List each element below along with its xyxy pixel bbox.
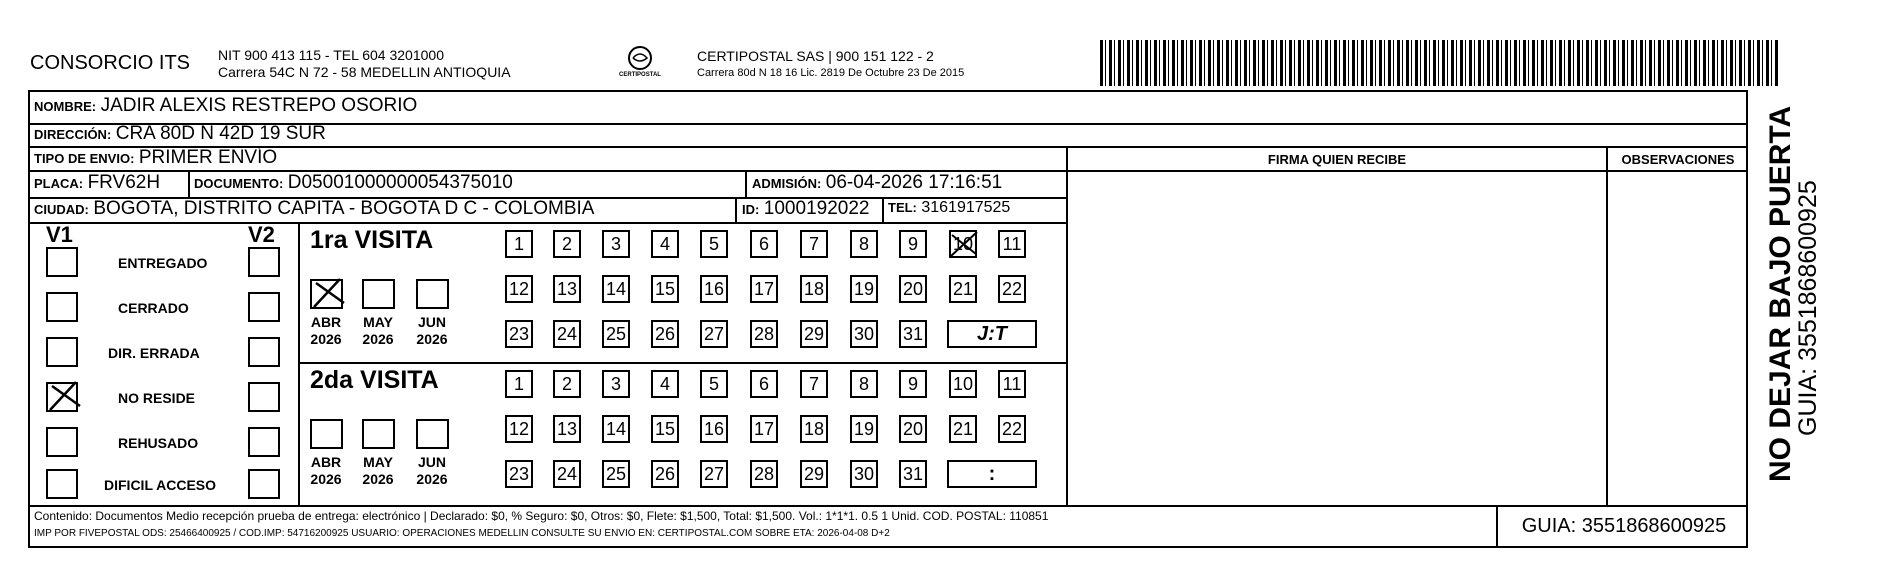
v2-checkbox[interactable] [248,469,280,499]
divider [1068,170,1748,172]
reason-label: DIR. ERRADA [108,345,200,361]
day-box[interactable]: 13 [553,415,581,443]
id-field [742,198,869,220]
month-year: 2026 [362,331,394,347]
visit-title: 1ra VISITA [310,226,434,254]
divider [28,146,1748,148]
divider [28,505,1748,507]
divider [1496,505,1498,548]
reason-label: CERRADO [118,300,189,316]
side-guia: GUIA: 3551868600925 [1794,180,1822,436]
footer-imp: IMP POR FIVEPOSTAL ODS: 25466400925 / COD.IMP: 54716200925 USUARIO: OPERACIONES MEDELLIN CONSULTE SU ENVIO EN: CERTIPOSTAL.COM SOBRE ETA: 2026-04-08 D+2 [34,528,890,539]
day-box[interactable]: 9 [899,230,927,258]
documento-label: DOCUMENTO: [194,176,284,191]
nombre-row [34,95,417,117]
day-box[interactable]: 29 [800,460,828,488]
day-box[interactable]: 17 [750,415,778,443]
v2-checkbox[interactable] [248,292,280,322]
month-label [301,454,351,488]
day-box[interactable]: 24 [553,320,581,348]
footer-guia: GUIA: 3551868600925 [1521,515,1727,537]
day-box[interactable]: 16 [700,275,728,303]
month-year: 2026 [416,471,448,487]
day-box[interactable]: 18 [800,415,828,443]
month-year: 2026 [362,471,394,487]
day-box[interactable]: 29 [800,320,828,348]
day-box[interactable]: 14 [602,275,630,303]
month-name: MAY [363,454,393,470]
day-box[interactable]: 9 [899,370,927,398]
admision-label: ADMISIÓN: [752,176,822,191]
admision-field [752,172,1002,194]
ciudad-label: CIUDAD: [34,202,89,217]
day-box[interactable]: 1 [505,370,533,398]
divider [1066,146,1068,505]
day-box[interactable]: 31 [899,320,927,348]
month-label [407,454,457,488]
day-box[interactable]: 6 [750,230,778,258]
day-box[interactable]: 21 [949,415,977,443]
month-checkbox[interactable] [416,279,449,309]
v2-checkbox[interactable] [248,337,280,367]
footer-contenido: Contenido: Documentos Medio recepción prueba de entrega: electrónico | Declarado: $0, % Seguro: $0, Otros: $0, Flete: $1,500, Total: $1,500. Vol.: 1*1*1. 0.5 1 Unid. COD. POSTAL: 110851 [34,509,1049,523]
v1-checkbox[interactable] [46,247,78,277]
v2-checkbox[interactable] [248,427,280,457]
company-address: Carrera 54C N 72 - 58 MEDELLIN ANTIOQUIA [218,64,511,80]
day-box[interactable]: 26 [651,460,679,488]
day-box[interactable]: 7 [800,230,828,258]
month-label [353,314,403,348]
reason-label: ENTREGADO [118,255,208,271]
observaciones-header: OBSERVACIONES [1621,152,1735,167]
month-year: 2026 [310,331,342,347]
placa-label: PLACA: [34,176,84,191]
day-box[interactable]: 23 [505,460,533,488]
day-box[interactable]: 30 [850,460,878,488]
day-box[interactable]: 5 [700,370,728,398]
nombre-value: JADIR ALEXIS RESTREPO OSORIO [100,95,418,116]
month-label [353,454,403,488]
divider [1606,146,1608,505]
day-box[interactable]: 25 [602,460,630,488]
day-box[interactable]: 10 [949,230,977,258]
day-box[interactable]: 13 [553,275,581,303]
month-name: ABR [310,454,342,470]
company-nit: NIT 900 413 115 - TEL 604 3201000 [218,47,444,63]
id-value: 1000192022 [763,198,870,219]
partner-name: CERTIPOSTAL SAS | 900 151 122 - 2 [697,48,934,64]
barcode [1100,40,1780,86]
company-name: CONSORCIO ITS [30,52,191,74]
day-box[interactable]: 24 [553,460,581,488]
certipostal-logo [615,44,665,86]
day-box[interactable]: 21 [949,275,977,303]
reason-label: DIFICIL ACCESO [104,477,217,493]
visit-title: 2da VISITA [310,366,439,394]
tipo-row [34,147,277,169]
day-box[interactable]: 1 [505,230,533,258]
tel-value: 3161917525 [921,199,1011,216]
tel-label: TEL: [888,200,917,215]
day-box[interactable]: 6 [750,370,778,398]
month-checkbox[interactable] [310,419,343,449]
documento-value: D05001000000054375010 [287,172,513,193]
day-box[interactable]: 2 [553,370,581,398]
v2-checkbox[interactable] [248,382,280,412]
day-box[interactable]: 28 [750,320,778,348]
divider [28,222,1068,224]
month-name: MAY [363,314,393,330]
day-box[interactable]: 10 [949,370,977,398]
v2-checkbox[interactable] [248,247,280,277]
day-box[interactable]: 11 [998,230,1026,258]
month-checkbox[interactable] [362,279,395,309]
divider [745,170,747,197]
day-box[interactable]: 2 [553,230,581,258]
day-box[interactable]: 3 [602,230,630,258]
admision-value: 06-04-2026 17:16:51 [825,172,1003,193]
nombre-label: NOMBRE: [34,99,97,114]
day-box[interactable]: 23 [505,320,533,348]
day-box[interactable]: 22 [998,415,1026,443]
day-box[interactable]: 26 [651,320,679,348]
day-box[interactable]: 18 [800,275,828,303]
v2-label: V2 [248,222,275,247]
direccion-row [34,123,326,145]
logo-caption: CERTIPOSTAL [619,72,661,78]
day-box[interactable]: 8 [850,230,878,258]
tel-field [888,199,1010,217]
day-box[interactable]: 19 [850,275,878,303]
divider [882,197,884,222]
day-box[interactable]: 3 [602,370,630,398]
month-checkbox[interactable] [416,419,449,449]
day-box[interactable]: 5 [700,230,728,258]
time-box[interactable]: J:T [947,320,1037,348]
day-box[interactable]: 15 [651,415,679,443]
month-label [301,314,351,348]
firma-header: FIRMA QUIEN RECIBE [1267,152,1407,167]
documento-field [194,172,513,194]
day-box[interactable]: 12 [505,275,533,303]
v1-label: V1 [46,222,73,247]
direccion-value: CRA 80D N 42D 19 SUR [115,123,326,144]
ciudad-field [34,198,594,220]
day-box[interactable]: 22 [998,275,1026,303]
month-name: ABR [310,314,342,330]
day-box[interactable]: 25 [602,320,630,348]
day-box[interactable]: 8 [850,370,878,398]
day-box[interactable]: 16 [700,415,728,443]
day-box[interactable]: 4 [651,370,679,398]
day-box[interactable]: 15 [651,275,679,303]
day-box[interactable]: 14 [602,415,630,443]
divider [188,170,190,197]
ciudad-value: BOGOTA, DISTRITO CAPITA - BOGOTA D C - COLOMBIA [93,198,595,219]
day-box[interactable]: 20 [899,415,927,443]
partner-license: Carrera 80d N 18 16 Lic. 2819 De Octubre 23 De 2015 [697,67,965,79]
placa-field [34,172,160,194]
v1-checkbox[interactable] [46,427,78,457]
month-label [407,314,457,348]
day-box[interactable]: 28 [750,460,778,488]
month-name: JUN [417,454,446,470]
day-box[interactable]: 20 [899,275,927,303]
direccion-label: DIRECCIÓN: [34,127,112,142]
reason-label: NO RESIDE [118,390,196,406]
id-label: ID: [742,202,760,217]
divider [298,222,300,505]
month-year: 2026 [310,471,342,487]
day-box[interactable]: 27 [700,320,728,348]
day-box[interactable]: 12 [505,415,533,443]
v1-checkbox[interactable] [46,469,78,499]
month-checkbox[interactable] [310,279,343,309]
day-box[interactable]: 17 [750,275,778,303]
reason-label: REHUSADO [118,435,199,451]
month-checkbox[interactable] [362,419,395,449]
v1-checkbox[interactable] [46,337,78,367]
divider [735,197,737,222]
no-dejar-bajo-puerta: NO DEJAR BAJO PUERTA [1764,105,1797,482]
month-year: 2026 [416,331,448,347]
tipo-label: TIPO DE ENVIO: [34,151,135,166]
v1-checkbox[interactable] [46,292,78,322]
day-box[interactable]: 4 [651,230,679,258]
day-box[interactable]: 19 [850,415,878,443]
time-box[interactable]: : [947,460,1037,488]
v1-checkbox[interactable] [46,382,78,412]
day-box[interactable]: 11 [998,370,1026,398]
tipo-value: PRIMER ENVÍO [138,147,278,168]
day-box[interactable]: 31 [899,460,927,488]
placa-value: FRV62H [87,172,161,193]
divider [298,362,1068,364]
month-name: JUN [417,314,446,330]
day-box[interactable]: 27 [700,460,728,488]
day-box[interactable]: 30 [850,320,878,348]
day-box[interactable]: 7 [800,370,828,398]
